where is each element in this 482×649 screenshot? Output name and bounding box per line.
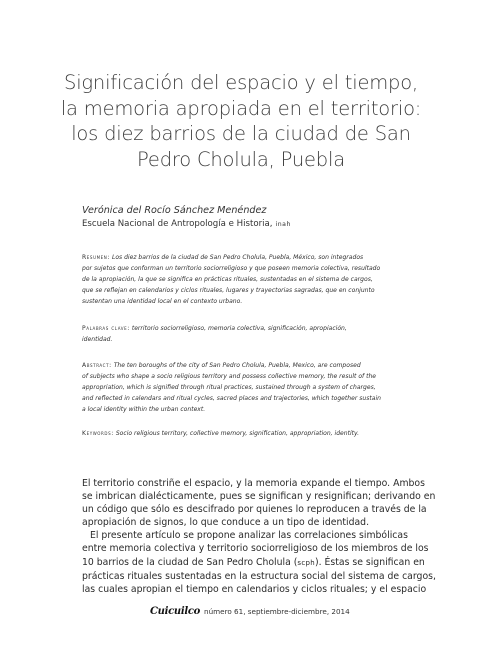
- body-line: apropiación de signos, lo que conduce a un tipo de identidad.: [82, 517, 370, 529]
- resumen-block: [82, 252, 400, 307]
- body-line: 10 barrios de la ciudad de San Pedro Cholula (scph). Éstas se significan en: [82, 556, 425, 568]
- palabras-line: Palabras clave: territorio sociorreligioso, memoria colectiva, significación, apropiación,: [82, 325, 347, 332]
- author-affiliation: [82, 219, 291, 229]
- palabras-label: Palabras clave:: [82, 325, 130, 332]
- abstract-line: appropriation, which is signified through ritual practices, sustained through a system of charges,: [82, 384, 376, 391]
- abstract-block: [82, 360, 400, 415]
- author-name: Verónica del Rocío Sánchez Menéndez: [82, 205, 267, 216]
- affiliation-country: inah: [275, 221, 291, 228]
- resumen-line: Resumen: Los diez barrios de la ciudad de San Pedro Cholula, Puebla, México, son integrados: [82, 254, 364, 261]
- title-line: Pedro Cholula, Puebla: [137, 147, 345, 171]
- issue-info: número 61, septiembre-diciembre, 2014: [204, 607, 350, 616]
- body-line: El territorio constriñe el espacio, y la memoria expande el tiempo. Ambos: [82, 478, 425, 489]
- resumen-label: Resumen:: [82, 254, 111, 261]
- resumen-line: que se reflejan en calendarios y ciclos rituales, lugares y trayectorias sagradas, que en conjunto: [82, 287, 375, 294]
- resumen-line: de la apropiación, la que se significa en prácticas rituales, sustentadas en el sistema de cargos,: [82, 276, 373, 283]
- keywords-block: [82, 428, 400, 439]
- title-line: los diez barrios de la ciudad de San: [71, 122, 411, 145]
- body-line: entre memoria colectiva y territorio sociorreligioso de los miembros de los: [82, 543, 429, 555]
- resumen-line: por sujetos que conforman un territorio sociorreligioso y que poseen memoria colectiva, resultado: [82, 265, 381, 272]
- journal-logo: Cuicuilco: [150, 606, 201, 617]
- body-line: las cuales apropian el tiempo en calendarios y ciclos rituales; y el espacio: [82, 583, 427, 595]
- body-line: un código que sólo es descifrado por quienes lo reproducen a través de la: [82, 504, 427, 516]
- body-text: [82, 477, 436, 596]
- abstract-label: Abstract:: [82, 362, 112, 369]
- abstract-line: Abstract: The ten boroughs of the city of San Pedro Cholula, Puebla, Mexico, are composed: [82, 362, 361, 369]
- affiliation-text: Escuela Nacional de Antropología e Historia,: [82, 219, 273, 229]
- abstract-line: and reflected in calendars and ritual cycles, sacred places and trajectories, which together sustain: [82, 395, 381, 402]
- body-line: se imbrican dialécticamente, pues se significan y resignifican; derivando en: [82, 491, 436, 503]
- body-line: prácticas rituales sustentadas en la estructura social del sistema de cargos,: [82, 570, 436, 582]
- article-title: [60, 70, 422, 172]
- title-line: la memoria apropiada en el territorio:: [60, 96, 422, 120]
- resumen-line: sustentan una identidad local en el contexto urbano.: [82, 298, 243, 305]
- abstract-line: a local identity within the urban context.: [82, 406, 206, 413]
- abstract-line: of subjects who shape a socio religious territory and possess collective memory, the result of the: [82, 373, 377, 380]
- title-line: Significación del espacio y el tiempo,: [64, 71, 418, 94]
- palabras-line: identidad.: [82, 336, 113, 343]
- scph-acronym: scph: [297, 558, 315, 567]
- palabras-clave-block: [82, 323, 400, 345]
- page-footer: [150, 606, 350, 617]
- keywords-text: Socio religious territory, collective memory, signification, appropriation, identity.: [115, 430, 360, 437]
- keywords-label: Keywords:: [82, 430, 114, 437]
- body-line: El presente artículo se propone analizar las correlaciones simbólicas: [90, 530, 408, 542]
